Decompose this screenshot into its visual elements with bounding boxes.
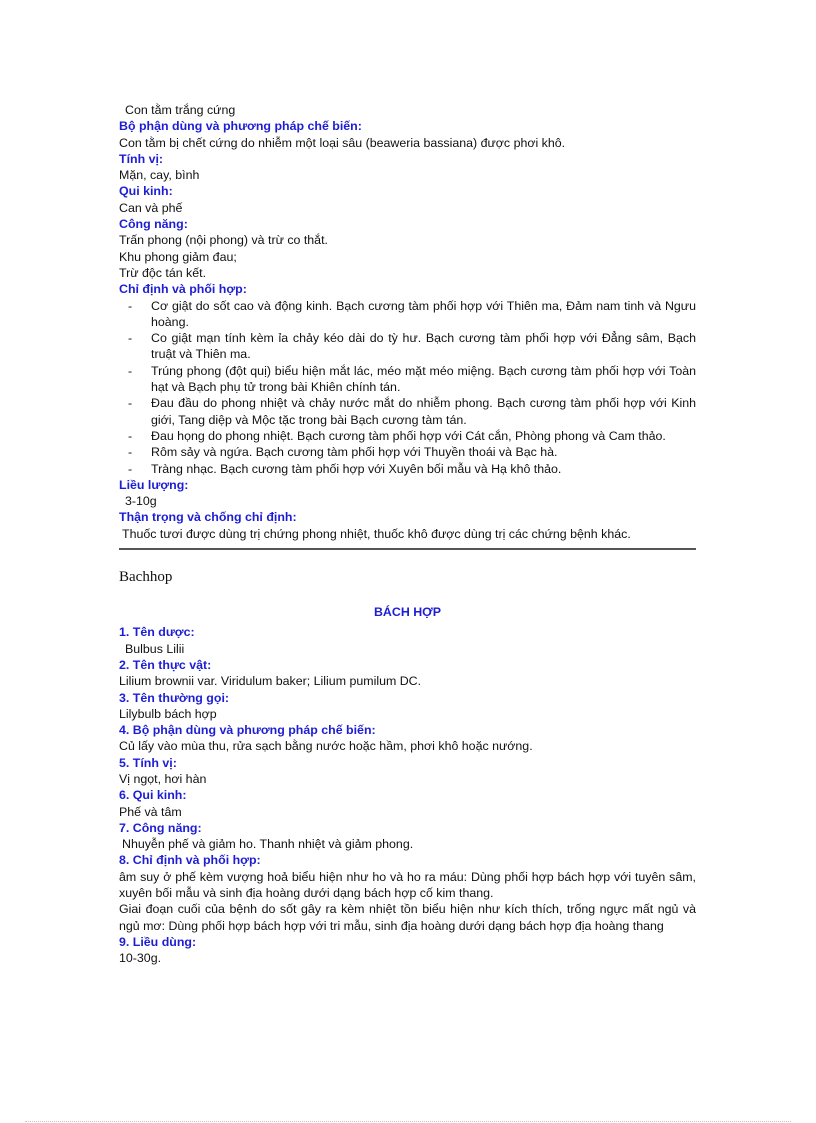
list-item bbox=[119, 461, 696, 477]
list-item bbox=[119, 428, 696, 444]
section-heading: 9. Liều dùng: bbox=[119, 934, 197, 949]
section-text: Phế và tâm bbox=[119, 804, 182, 819]
section-text: Lilium brownii var. Viridulum baker; Lilium pumilum DC. bbox=[119, 674, 422, 689]
part2-section bbox=[119, 657, 696, 690]
part1-section bbox=[119, 183, 696, 216]
part1-section bbox=[119, 118, 696, 151]
section-heading: Công năng: bbox=[119, 217, 188, 232]
section-heading: Chỉ định và phối hợp: bbox=[119, 282, 247, 297]
indications-list bbox=[119, 298, 696, 477]
list-item-text: Đau họng do phong nhiệt. Bạch cương tàm phối hợp với Cát cắn, Phòng phong và Cam thảo. bbox=[151, 428, 666, 443]
section-heading: Bộ phận dùng và phương pháp chế biến: bbox=[119, 119, 362, 134]
section-heading: 8. Chỉ định và phối hợp: bbox=[119, 853, 261, 868]
list-item-text: Đau đầu do phong nhiệt và chảy nước mắt do nhiễm phong. Bạch cương tàm phối hợp với Kinh giới, Tang diệp và Mộc tặc trong bài Bạch cương tàm tán. bbox=[151, 396, 696, 427]
part2-section bbox=[119, 787, 696, 820]
part2-section bbox=[119, 624, 696, 657]
section-text: Trừ độc tán kết. bbox=[119, 265, 207, 280]
page-title: BÁCH HỢP bbox=[373, 605, 442, 620]
bullet-dash: - bbox=[128, 428, 133, 443]
bullet-dash: - bbox=[128, 363, 133, 378]
section-text: Vị ngọt, hơi hàn bbox=[119, 771, 207, 786]
list-item-text: Tràng nhạc. Bạch cương tàm phối hợp với Xuyên bối mẫu và Hạ khô thảo. bbox=[151, 461, 562, 476]
part1-section bbox=[119, 216, 696, 281]
dosage-text: 3-10g bbox=[125, 494, 157, 509]
section-heading: Tính vị: bbox=[119, 151, 164, 166]
part2-section bbox=[119, 690, 696, 723]
list-item bbox=[119, 298, 696, 331]
section-heading: 5. Tính vị: bbox=[119, 755, 177, 770]
list-item-text: Co giật mạn tính kèm ỉa chảy kéo dài do tỳ hư. Bạch cương tàm phối hợp với Đẳng sâm, Bạch truật và Thiên ma. bbox=[151, 331, 696, 362]
list-item-text: Trúng phong (đột quị) biểu hiện mắt lác, méo mặt méo miệng. Bạch cương tàm phối hợp với Toàn hạt và Bạch phụ tử trong bài Khiên chính tán. bbox=[151, 363, 696, 395]
paragraph: âm suy ở phế kèm vượng hoả biểu hiện như ho và ho ra máu: Dùng phối hợp bách hợp với tuyên sâm, xuyên bối mẫu và sinh địa hoàng dưới dạng bách hợp cố kim thang. bbox=[119, 869, 696, 901]
bullet-dash: - bbox=[128, 331, 133, 346]
list-item-text: Rôm sảy và ngứa. Bạch cương tàm phối hợp với Thuyền thoái và Bạc hà. bbox=[151, 445, 558, 460]
paragraph: Giai đoạn cuối của bệnh do sốt gây ra kèm nhiệt tồn biểu hiện như kích thích, trống ngực mất ngủ và ngủ mơ: Dùng phối hợp bách hợp với tri mẫu, sinh địa hoàng dưới dạng bách hợp địa hoàng thang bbox=[119, 902, 696, 933]
section-text: Con tằm bị chết cứng do nhiễm một loại sâu (beaweria bassiana) được phơi khô. bbox=[119, 135, 566, 150]
section-heading: 4. Bộ phận dùng và phương pháp chế biến: bbox=[119, 723, 376, 738]
page-bottom-border bbox=[25, 1121, 791, 1122]
section-heading: 3. Tên thường gọi: bbox=[119, 690, 230, 705]
section-text: Can và phế bbox=[119, 200, 183, 215]
section-text: Trấn phong (nội phong) và trừ co thắt. bbox=[119, 233, 328, 248]
section-heading: Liều lượng: bbox=[119, 477, 189, 492]
section-text: Bulbus Lilii bbox=[125, 641, 185, 656]
section-text: Mặn, cay, bình bbox=[119, 168, 200, 183]
bullet-dash: - bbox=[128, 461, 133, 476]
section-heading: 7. Công năng: bbox=[119, 820, 202, 835]
section-heading: 6. Qui kinh: bbox=[119, 788, 187, 803]
section-text: Lilybulb bách hợp bbox=[119, 706, 217, 721]
part1-section bbox=[119, 151, 696, 184]
dosage-text: 10-30g. bbox=[119, 951, 162, 966]
list-item bbox=[119, 444, 696, 460]
section-heading: Qui kinh: bbox=[119, 184, 173, 199]
list-item-text: Cơ giật do sốt cao và động kinh. Bạch cương tàm phối hợp với Thiên ma, Đảm nam tinh và Ngưu hoàng. bbox=[151, 298, 696, 329]
section-heading: 1. Tên dược: bbox=[119, 625, 195, 640]
section-text: Khu phong giảm đau; bbox=[119, 249, 237, 264]
list-item bbox=[119, 330, 696, 363]
file-name-label: Bachhop bbox=[119, 569, 173, 586]
bullet-dash: - bbox=[128, 298, 133, 313]
part2-section bbox=[119, 722, 696, 755]
list-item bbox=[119, 363, 696, 396]
list-item bbox=[119, 395, 696, 428]
bullet-dash: - bbox=[128, 445, 133, 460]
section-heading: Thận trọng và chống chỉ định: bbox=[119, 510, 297, 525]
caution-text: Thuốc tươi được dùng trị chứng phong nhiệt, thuốc khô được dùng trị các chứng bệnh khác. bbox=[122, 526, 631, 541]
section-divider bbox=[119, 548, 696, 550]
part2-section bbox=[119, 820, 696, 853]
part2-section bbox=[119, 755, 696, 788]
bullet-dash: - bbox=[128, 396, 133, 411]
section-text: Nhuyễn phế và giảm ho. Thanh nhiệt và giảm phong. bbox=[122, 837, 414, 852]
herb-title: Con tằm trắng cứng bbox=[125, 103, 236, 117]
document-page bbox=[119, 102, 696, 967]
section-text: Củ lấy vào mùa thu, rửa sạch bằng nước hoặc hầm, phơi khô hoặc nướng. bbox=[119, 739, 533, 754]
section-heading: 2. Tên thực vật: bbox=[119, 657, 212, 672]
